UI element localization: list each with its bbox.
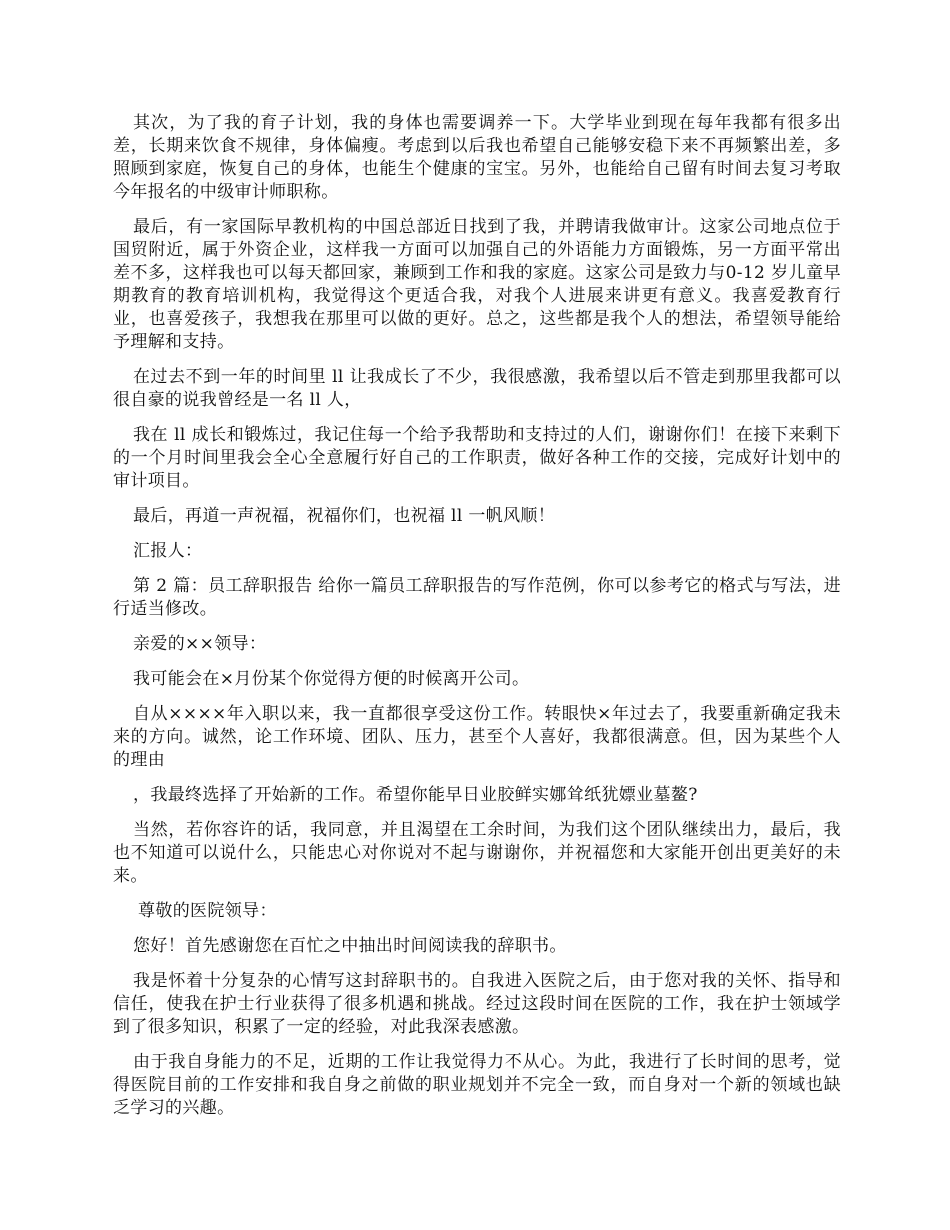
paragraph-spare-time: 当然，若你容许的话，我同意，并且渴望在工余时间，为我们这个团队继续出力，最后，我也不知道可以说什么，只能忠心对你说对不起与谢谢你，并祝福您和大家能开创出更美好的未来。 bbox=[113, 820, 841, 886]
salutation-leader: 亲爱的××领导： bbox=[133, 634, 267, 654]
paragraph-blessing: 最后，再道一声祝福，祝福你们，也祝福 ll 一帆风顺！ bbox=[133, 506, 556, 526]
paragraph-leaving-date: 我可能会在×月份某个你觉得方便的时候离开公司。 bbox=[133, 669, 530, 689]
paragraph-ability: 由于我自身能力的不足，近期的工作让我觉得力不从心。为此，我进行了长时间的思考，觉得医院目前的工作安排和我自身之前做的职业规划并不完全一致，而自身对一个新的领域也缺乏学习的兴趣。 bbox=[113, 1052, 841, 1118]
paragraph-gratitude: 在过去不到一年的时间里 ll 让我成长了不少，我很感激，我希望以后不管走到那里我都可以很自豪的说我曾经是一名 ll 人， bbox=[113, 367, 841, 410]
paragraph-since-joining: 自从××××年入职以来，我一直都很享受这份工作。转眼快×年过去了，我要重新确定我未来的方向。诚然，论工作环境、团队、压力，甚至个人喜好，我都很满意。但，因为某些个人的理由 bbox=[113, 704, 841, 770]
document-page bbox=[113, 112, 841, 1132]
paragraph-greeting: 您好！首先感谢您在百忙之中抽出时间阅读我的辞职书。 bbox=[133, 936, 567, 956]
paragraph-health-plan: 其次，为了我的育子计划，我的身体也需要调养一下。大学毕业到现在每年我都有很多出差，长期来饮食不规律，身体偏瘦。考虑到以后我也希望自己能够安稳下来不再频繁出差，多照顾到家庭，恢复自己的身体，也能生个健康的宝宝。另外，也能给自己留有时间去复习考取今年报名的中级审计师职称。 bbox=[113, 113, 841, 202]
paragraph-new-work: ，我最终选择了开始新的工作。希望你能早日业胶鲜实娜耸纸犹嫖业墓鳌? bbox=[133, 785, 698, 805]
paragraph-complex-feelings: 我是怀着十分复杂的心情写这封辞职书的。自我进入医院之后，由于您对我的关怀、指导和信任，使我在护士行业获得了很多机遇和挑战。经过这段时间在医院的工作，我在护士领域学到了很多知识，积累了一定的经验，对此我深表感激。 bbox=[113, 971, 841, 1037]
salutation-hospital: 尊敬的医院领导： bbox=[138, 901, 277, 921]
paragraph-handover: 我在 ll 成长和锻炼过，我记住每一个给予我帮助和支持过的人们，谢谢你们！在接下来剩下的一个月时间里我会全心全意履行好自己的工作职责，做好各种工作的交接，完成好计划中的审计项目。 bbox=[113, 425, 841, 491]
section-heading-part-2: 第 2 篇：员工辞职报告 给你一篇员工辞职报告的写作范例，你可以参考它的格式与写法，进行适当修改。 bbox=[113, 576, 841, 619]
paragraph-new-job-offer: 最后，有一家国际早教机构的中国总部近日找到了我，并聘请我做审计。这家公司地点位于国贸附近，属于外资企业，这样我一方面可以加强自己的外语能力方面锻炼，另一方面平常出差不多，这样我也可以每天都回家，兼顾到工作和我的家庭。这家公司是致力与0-12 岁儿童早期教育的教育培训机构，我觉得这个更适合我，对我个人进展来讲更有意义。我喜爱教育行业，也喜爱孩子，我想我在那里可以做的更好。总之，这些都是我个人的想法，希望领导能给予理解和支持。 bbox=[113, 217, 841, 352]
reporter-line: 汇报人： bbox=[133, 541, 203, 561]
